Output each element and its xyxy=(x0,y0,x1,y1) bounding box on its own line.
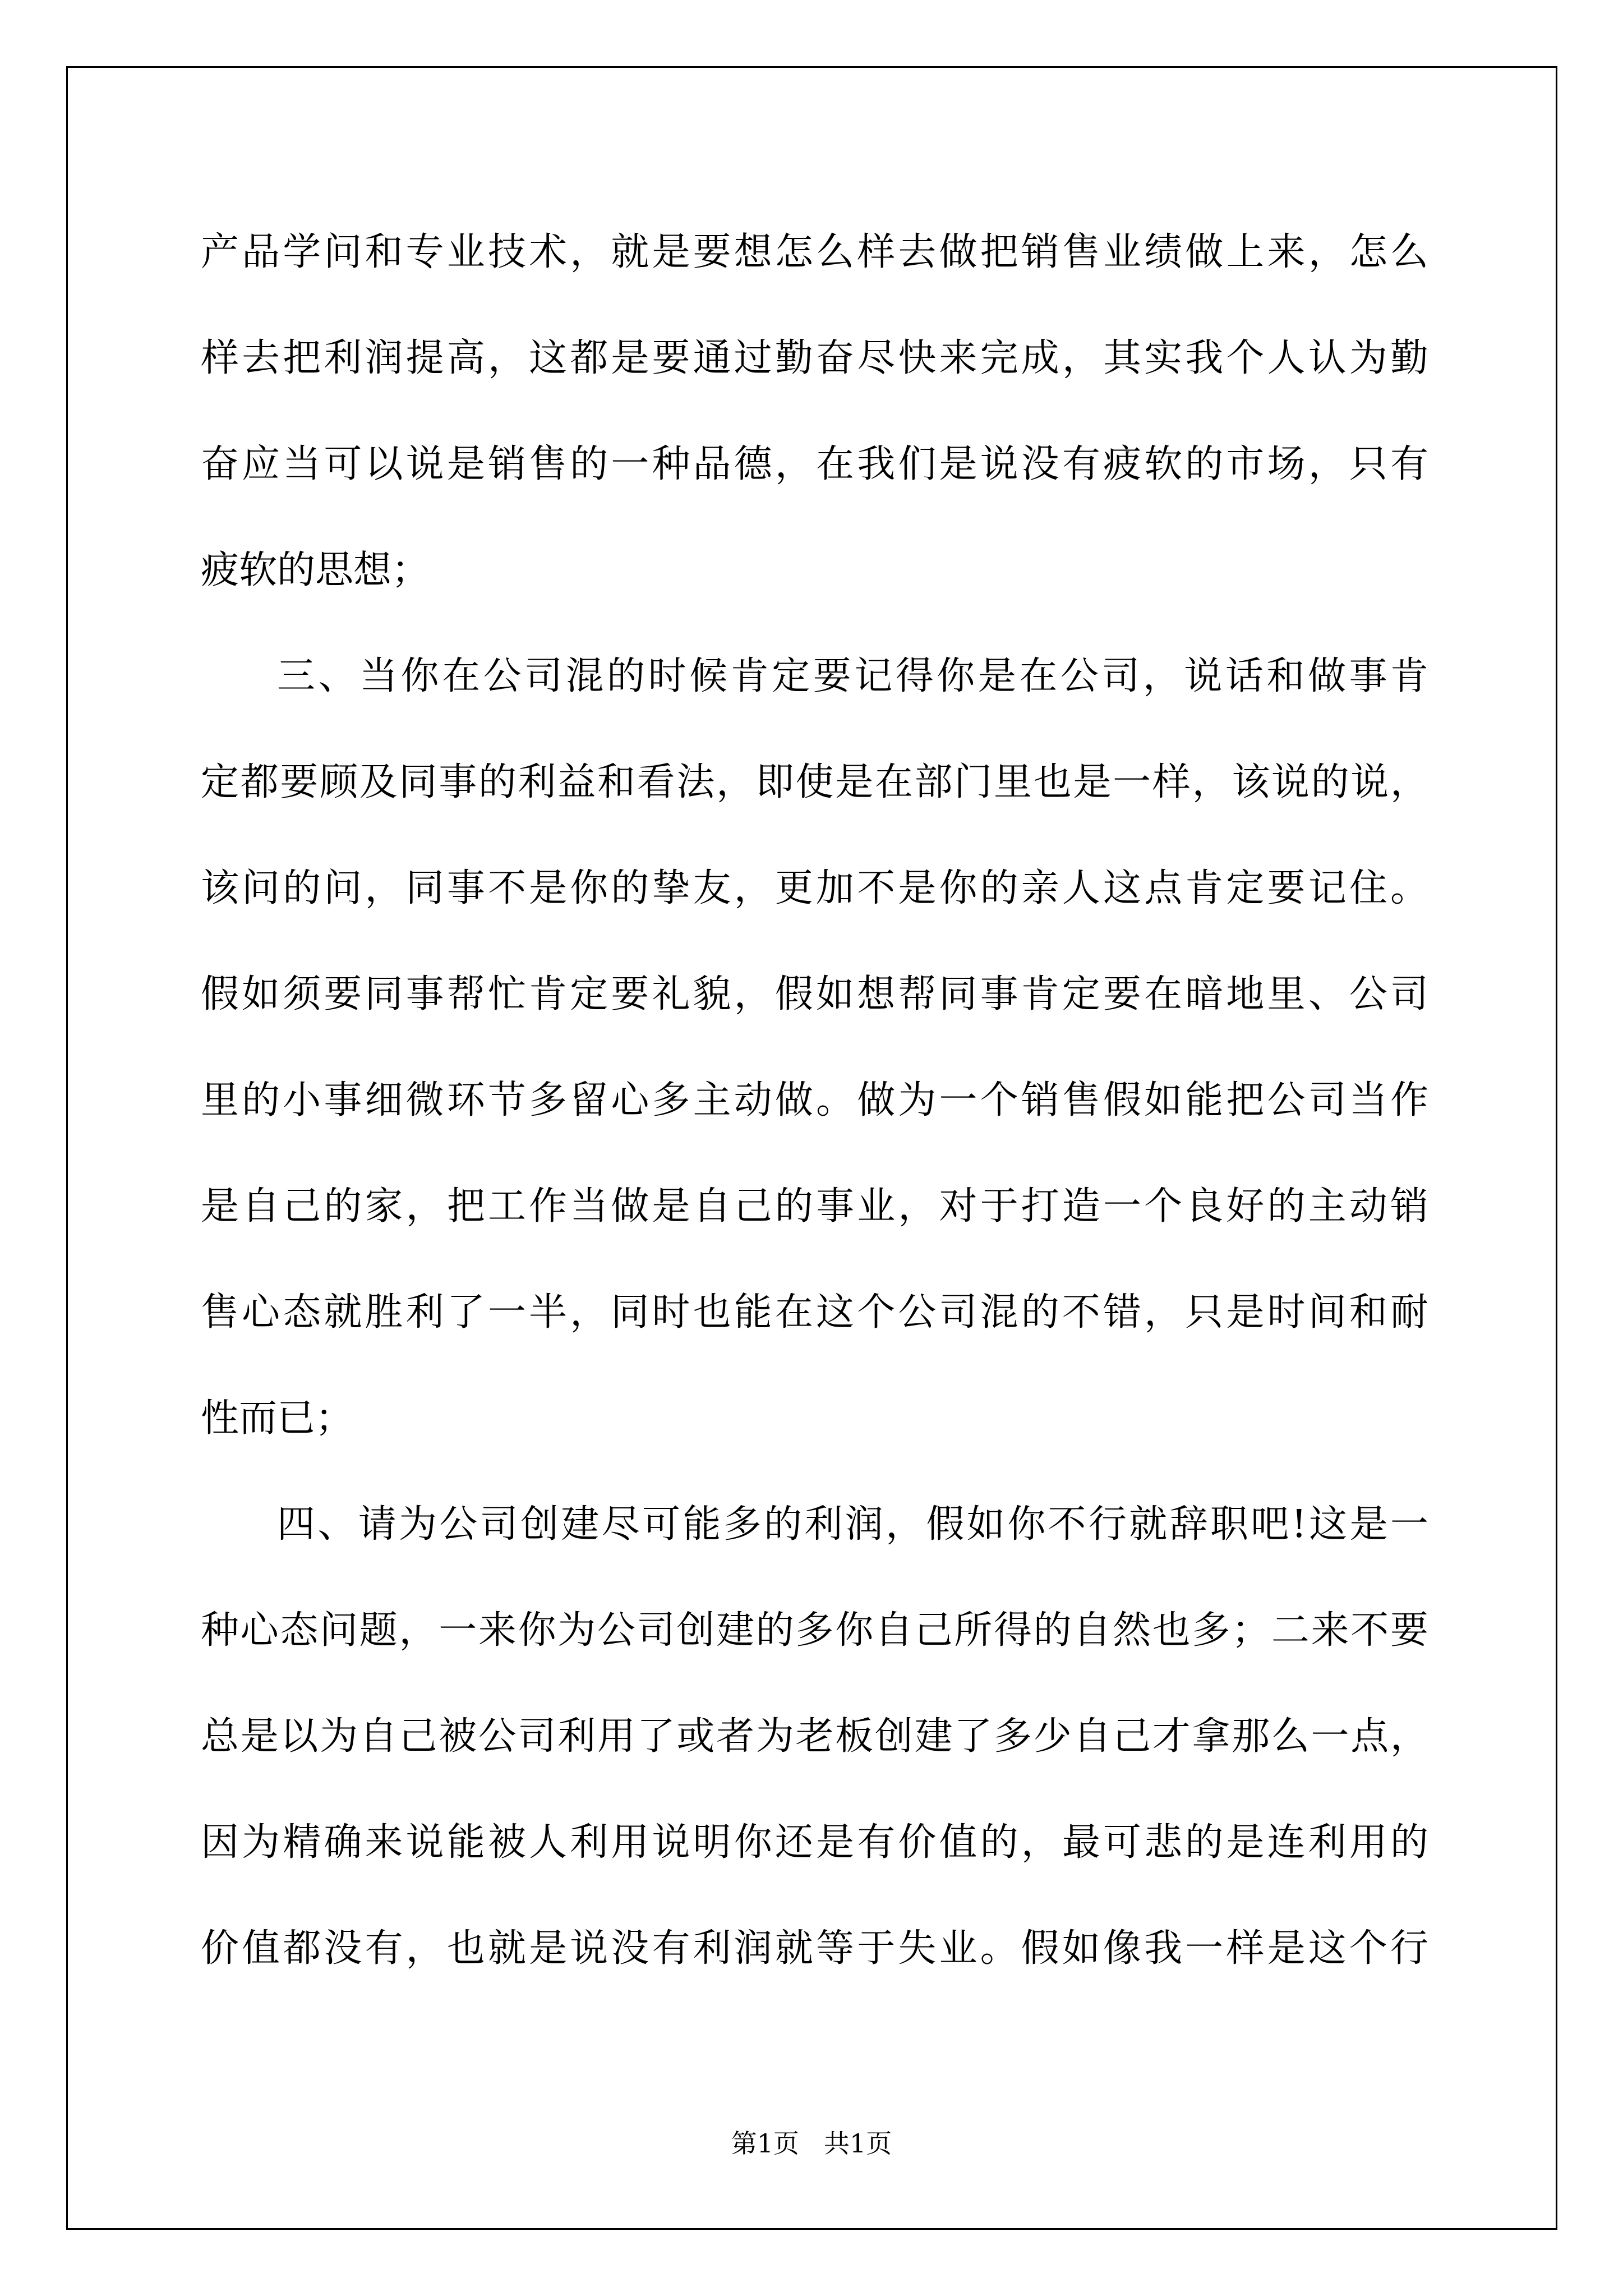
text-line: 三、当你在公司混的时候肯定要记得你是在公司，说话和做事肯 xyxy=(277,654,1428,698)
text-line: 种心态问题，一来你为公司创建的多你自己所得的自然也多；二来不要 xyxy=(201,1608,1428,1653)
text-line: 价值都没有，也就是说没有利润就等于失业。假如像我一样是这个行 xyxy=(201,1926,1428,1971)
page-footer xyxy=(0,2127,1623,2160)
document-body xyxy=(201,199,1428,2001)
page-total: 共1页 xyxy=(824,2128,892,2159)
text-line: 奋应当可以说是销售的一种品德，在我们是说没有疲软的市场，只有 xyxy=(201,442,1428,486)
text-line: 性而已； xyxy=(201,1396,354,1441)
text-line: 产品学问和专业技术，就是要想怎么样去做把销售业绩做上来，怎么 xyxy=(201,230,1428,274)
text-line: 是自己的家，把工作当做是自己的事业，对于打造一个良好的主动销 xyxy=(201,1184,1428,1228)
paragraph xyxy=(201,623,1428,1471)
text-line: 里的小事细微环节多留心多主动做。做为一个销售假如能把公司当作 xyxy=(201,1078,1428,1122)
text-line: 假如须要同事帮忙肯定要礼貌，假如想帮同事肯定要在暗地里、公司 xyxy=(201,972,1428,1016)
text-line: 样去把利润提高，这都是要通过勤奋尽快来完成，其实我个人认为勤 xyxy=(201,336,1428,380)
text-line: 因为精确来说能被人利用说明你还是有价值的，最可悲的是连利用的 xyxy=(201,1820,1428,1865)
paragraph xyxy=(201,199,1428,623)
text-line: 该问的问，同事不是你的挚友，更加不是你的亲人这点肯定要记住。 xyxy=(201,866,1428,910)
text-line: 四、请为公司创建尽可能多的利润，假如你不行就辞职吧!这是一 xyxy=(277,1502,1428,1547)
text-line: 定都要顾及同事的利益和看法，即使是在部门里也是一样，该说的说， xyxy=(201,760,1428,804)
paragraph xyxy=(201,1471,1428,2001)
page-number: 第1页 xyxy=(731,2128,799,2159)
text-line: 总是以为自己被公司利用了或者为老板创建了多少自己才拿那么一点， xyxy=(201,1714,1428,1759)
text-line: 售心态就胜利了一半，同时也能在这个公司混的不错，只是时间和耐 xyxy=(201,1290,1428,1335)
text-line: 疲软的思想； xyxy=(201,548,430,592)
